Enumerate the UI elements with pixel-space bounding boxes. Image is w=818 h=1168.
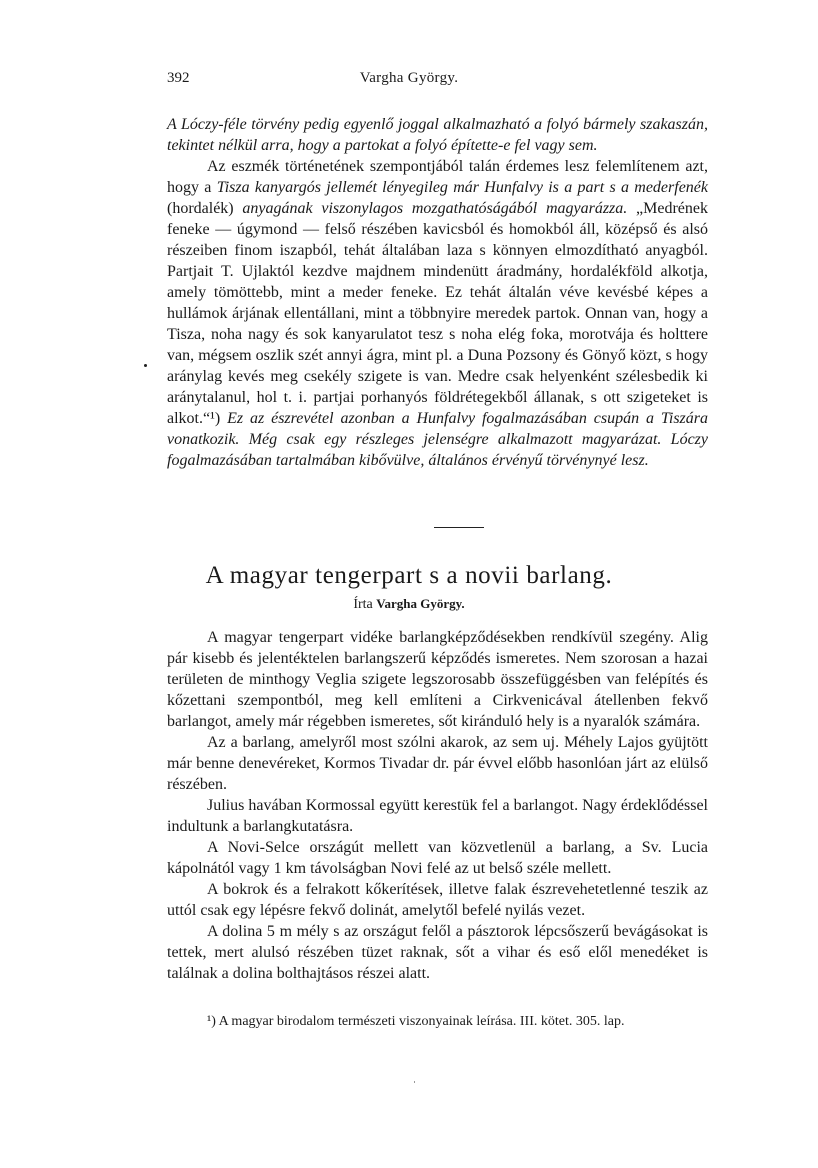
quotation-run: „Medrének feneke — úgymond — felső részében kavicsból és homokból áll, középső és alsó részeiben finom iszapból, tehát általában laza s könnyen elmozdítható anyagból. Partjait T. Ujlaktól kezdve majdnem mindenütt áradmány, hordalékföld alkotja, amely tömöttebb, mint a meder feneke. Ez tehát általán véve kevésbé képes a hullámok árjának ellentállani, mint a többnyire meredek partok. Onnan van, hogy a Tisza, noha nagy és sok kanyarulatot tesz s noha elég foka, morotvája és holttere van, mégsem oszlik szét annyi ágra, mint pl. a Duna Pozsony és Gönyő közt, s hogy aránylag kevés meg csekély szigete is van. Medre csak helyenként szélesbedik ki aránytalanul, hol t. i. partjai porhanyós földrétegekből állanak, s ott szigeteket is alkot.“¹) bbox=[167, 200, 709, 427]
italic-run: Ez az észrevétel azonban a Hunfalvy fogalmazásában csupán a Tiszára vonatkozik. Még csak egy részleges jelenségre alkalmazott magyarázat. Lóczy fogalmazásában tartalmában kibővülve, általános érvényű törvénynyé lesz. bbox=[167, 410, 708, 469]
paragraph-hunfalvy bbox=[167, 156, 708, 471]
paragraph-italic-intro: A Lóczy-féle törvény pedig egyenlő joggal alkalmazható a folyó bármely szakaszán, tekintet nélkül arra, hogy a partokat a folyó építette-e fel vagy sem. bbox=[167, 116, 708, 154]
article-title: A magyar tengerpart s a novii barlang. bbox=[205, 562, 613, 589]
running-title: Vargha György. bbox=[359, 70, 459, 86]
page-number: 392 bbox=[167, 70, 190, 86]
article-body bbox=[167, 627, 708, 984]
article-paragraph: Julius havában Kormossal együtt kerestük fel a barlangot. Nagy érdeklődéssel indultunk a barlangkutatásra. bbox=[167, 797, 708, 835]
article-paragraph: A bokrok és a felrakott kőkerítések, illetve falak észrevehetetlenné teszik az uttól csak egy lépésre fekvő dolinát, amelytől befelé nyilás vezet. bbox=[167, 881, 708, 919]
section-divider bbox=[434, 527, 484, 528]
scan-speck bbox=[414, 1081, 415, 1083]
byline-author: Vargha György. bbox=[376, 596, 465, 611]
text-run: (hordalék) bbox=[167, 200, 243, 217]
byline-prefix: Írta bbox=[353, 597, 377, 612]
italic-run: anyagának viszonylagos mozgathatóságából magyarázza. bbox=[242, 200, 628, 217]
italic-run: Tisza kanyargós jellemét lényegileg már Hunfalvy is a part s a mederfenék bbox=[216, 179, 708, 196]
article-paragraph: Az a barlang, amelyről most szólni akarok, az sem uj. Méhely Lajos gyüjtött már benne denevéreket, Kormos Tivadar dr. pár évvel előbb hasonlóan járt az elülső részében. bbox=[167, 734, 708, 793]
text-run: Az eszmék történetének szempontjából talán érdemes lesz felemlítenem azt, hogy a bbox=[167, 158, 708, 196]
article-paragraph: A dolina 5 m mély s az országut felől a pásztorok lépcsőszerű bevágásokat is tettek, mert alulsó részében tüzet raknak, sőt a vihar és eső elől menedéket is találnak a dolina bolthajtásos részei alatt. bbox=[167, 923, 708, 982]
margin-dot bbox=[144, 364, 147, 367]
byline bbox=[0, 596, 818, 613]
section-continuation bbox=[167, 114, 708, 471]
article-paragraph: A magyar tengerpart vidéke barlangképződésekben rendkívül szegény. Alig pár kisebb és jelentéktelen barlangszerű képződés ismeretes. Nem szorosan a hazai területen de minthogy Veglia szigete legszorosabb összefüggésben van felépítés és kőzettani szempontból, meg kell említeni a Cirkvenicával átellenben fekvő barlangot, amely már régebben ismeretes, sőt kiránduló hely is a nyaralók számára. bbox=[167, 629, 708, 730]
footnote: ¹) A magyar birodalom természeti viszonyainak leírása. III. kötet. 305. lap. bbox=[207, 1014, 625, 1029]
article-paragraph: A Novi-Selce országút mellett van közvetlenül a barlang, a Sv. Lucia kápolnától vagy 1 km távolságban Novi felé az ut belső széle mellett. bbox=[167, 839, 708, 877]
